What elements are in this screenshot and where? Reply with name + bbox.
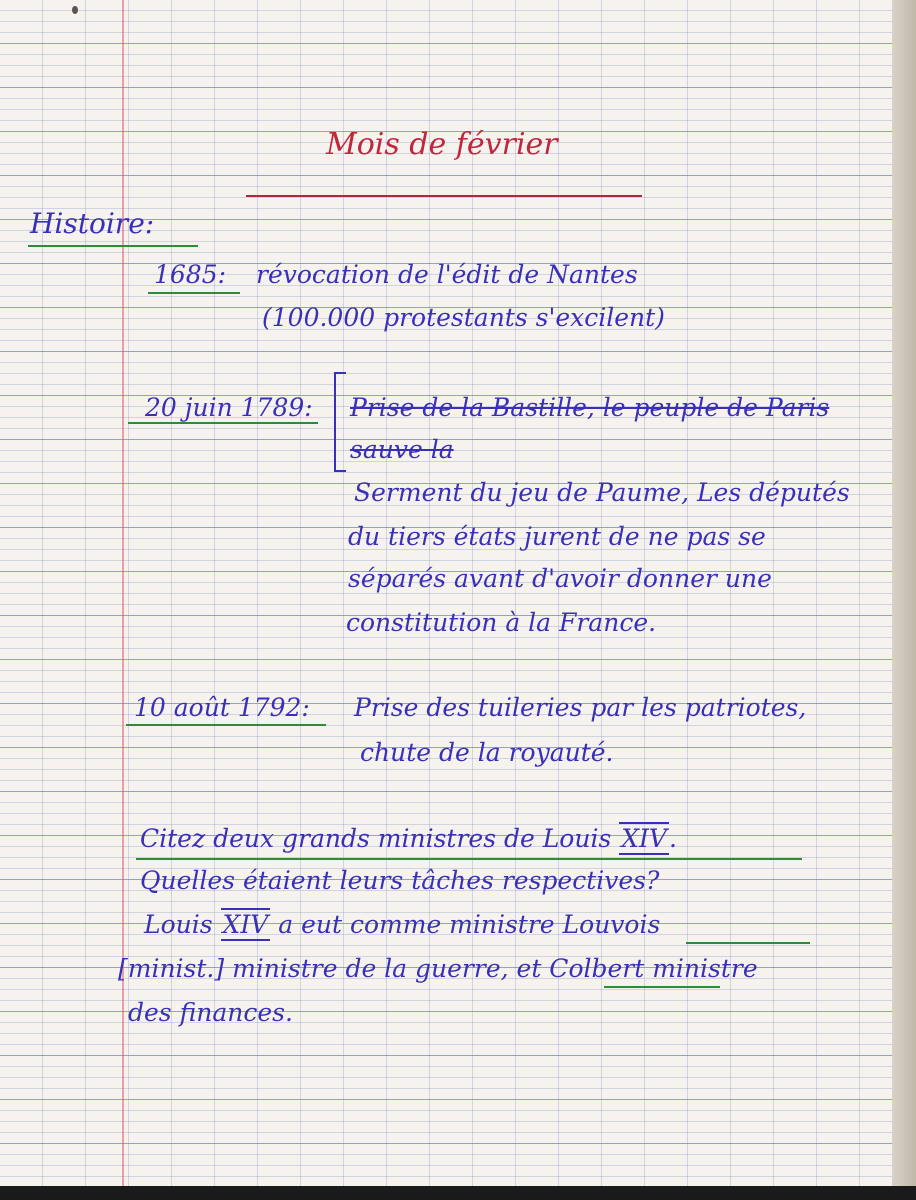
entry-text-line: séparés avant d'avoir donner une — [348, 564, 772, 593]
roman-numeral: XIV — [621, 824, 667, 853]
ink-spot — [72, 6, 78, 14]
answer-line-3: des finances. — [128, 998, 293, 1027]
title-underline — [246, 195, 642, 197]
entry-date-1685: 1685: — [154, 260, 227, 289]
entry-text-line: Serment du jeu de Paume, Les députés — [354, 478, 850, 507]
question-period: . — [668, 824, 677, 853]
entry-text-line: chute de la royauté. — [360, 738, 614, 767]
scan-border — [0, 1186, 916, 1200]
question-text: Citez deux grands ministres de Louis — [140, 824, 612, 853]
date-underline — [128, 422, 318, 424]
answer-text: a eut comme ministre Louvois — [278, 910, 661, 939]
subject-underline — [28, 245, 198, 247]
struck-text-line: sauve la — [350, 435, 454, 464]
page-title: Mois de février — [326, 127, 558, 162]
date-underline — [148, 292, 240, 294]
entry-text-line: du tiers états jurent de ne pas se — [348, 522, 766, 551]
struck-text-line: Prise de la Bastille, le peuple de Paris — [350, 393, 830, 422]
question-line-2: Quelles étaient leurs tâches respectives? — [140, 866, 660, 895]
entry-text-line: révocation de l'édit de Nantes — [256, 260, 638, 289]
question-line-1 — [140, 826, 677, 851]
question-underline — [136, 858, 802, 860]
roman-numeral: XIV — [222, 910, 269, 939]
entry-text-line: (100.000 protestants s'excilent) — [262, 303, 665, 332]
entry-text-line: Prise des tuileries par les patriotes, — [354, 693, 807, 722]
answer-line-1 — [144, 912, 660, 937]
margin-line — [122, 0, 124, 1186]
name-underline — [604, 986, 720, 988]
answer-text: Louis — [144, 910, 213, 939]
entry-date-1792: 10 août 1792: — [134, 693, 310, 722]
bracket — [334, 372, 346, 472]
entry-text-line: constitution à la France. — [346, 608, 657, 637]
entry-date-1789: 20 juin 1789: — [145, 393, 313, 422]
subject-heading: Histoire: — [30, 207, 155, 240]
page-edge — [892, 0, 916, 1200]
date-underline — [126, 724, 326, 726]
answer-line-2: [minist.] ministre de la guerre, et Colbert ministre — [118, 954, 758, 983]
name-underline — [686, 942, 810, 944]
